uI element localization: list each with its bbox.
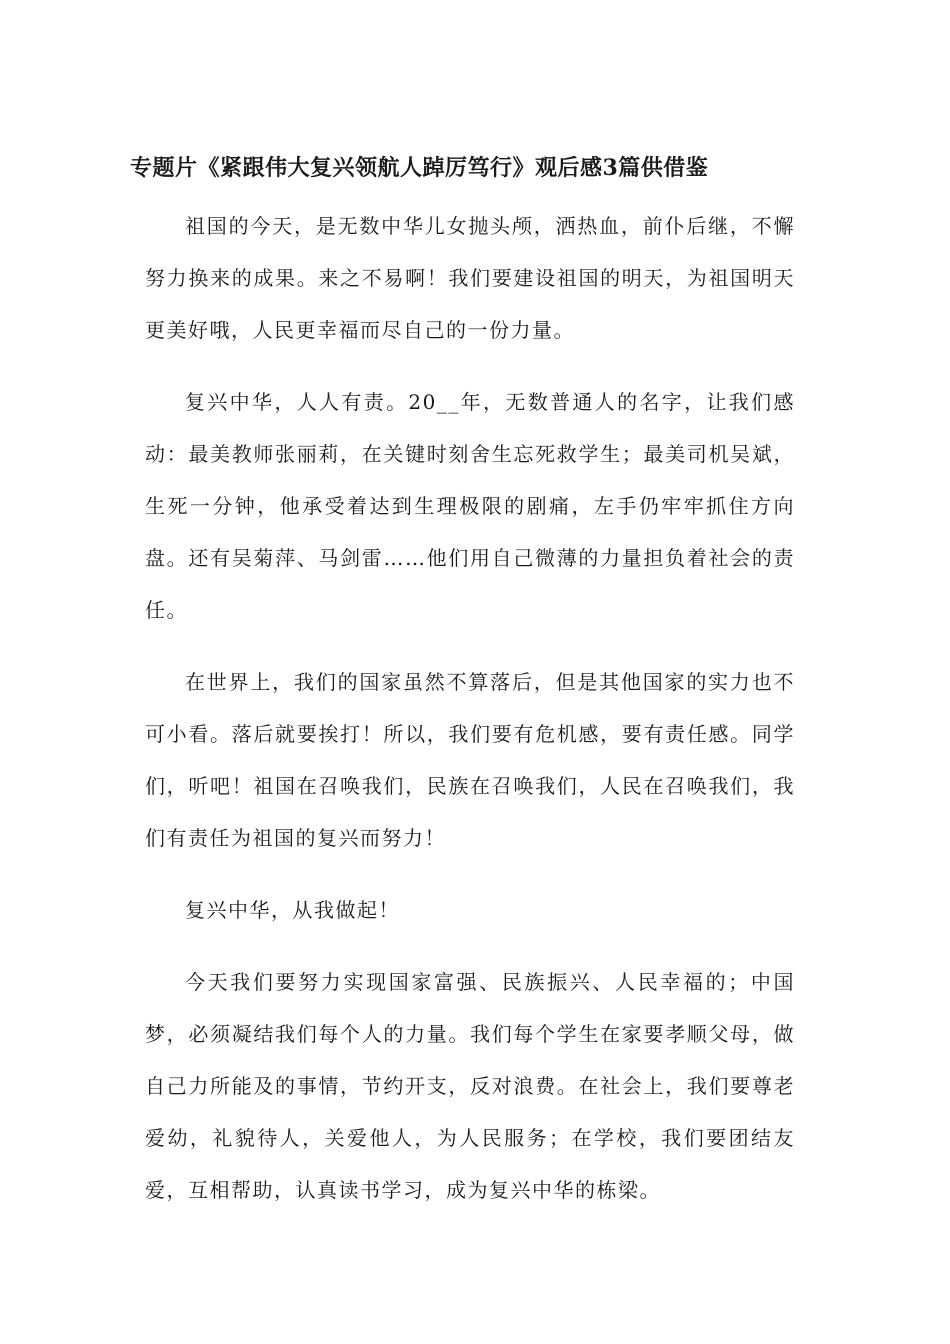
paragraph-1: 祖国的今天，是无数中华儿女抛头颅，洒热血，前仆后继，不懈努力换来的成果。来之不易啊！我们要建设祖国的明天，为祖国明天更美好哦，人民更幸福而尽自己的一份力量。: [145, 214, 795, 342]
document-body: [145, 200, 795, 1236]
document-title: 专题片《紧跟伟大复兴领航人踔厉笃行》观后感3篇供借鉴: [130, 155, 709, 181]
paragraph-4: 复兴中华，从我做起！: [185, 898, 400, 922]
paragraph-5: 今天我们要努力实现国家富强、民族振兴、人民幸福的；中国梦，必须凝结我们每个人的力量。我们每个学生在家要孝顺父母，做自己力所能及的事情，节约开支，反对浪费。在社会上，我们要尊老爱幼，礼貌待人，关爱他人，为人民服务；在学校，我们要团结友爱，互相帮助，认真读书学习，成为复兴中华的栋梁。: [145, 970, 795, 1202]
paragraph-3: 在世界上，我们的国家虽然不算落后，但是其他国家的实力也不可小看。落后就要挨打！所以，我们要有危机感，要有责任感。同学们，听吧！祖国在召唤我们，民族在召唤我们，人民在召唤我们，我们有责任为祖国的复兴而努力！: [145, 670, 795, 850]
paragraph-2: 复兴中华，人人有责。20__年，无数普通人的名字，让我们感动：最美教师张丽莉，在关键时刻舍生忘死救学生；最美司机吴斌，生死一分钟，他承受着达到生理极限的剧痛，左手仍牢牢抓住方向盘。还有吴菊萍、马剑雷……他们用自己微薄的力量担负着社会的责任。: [145, 390, 795, 622]
